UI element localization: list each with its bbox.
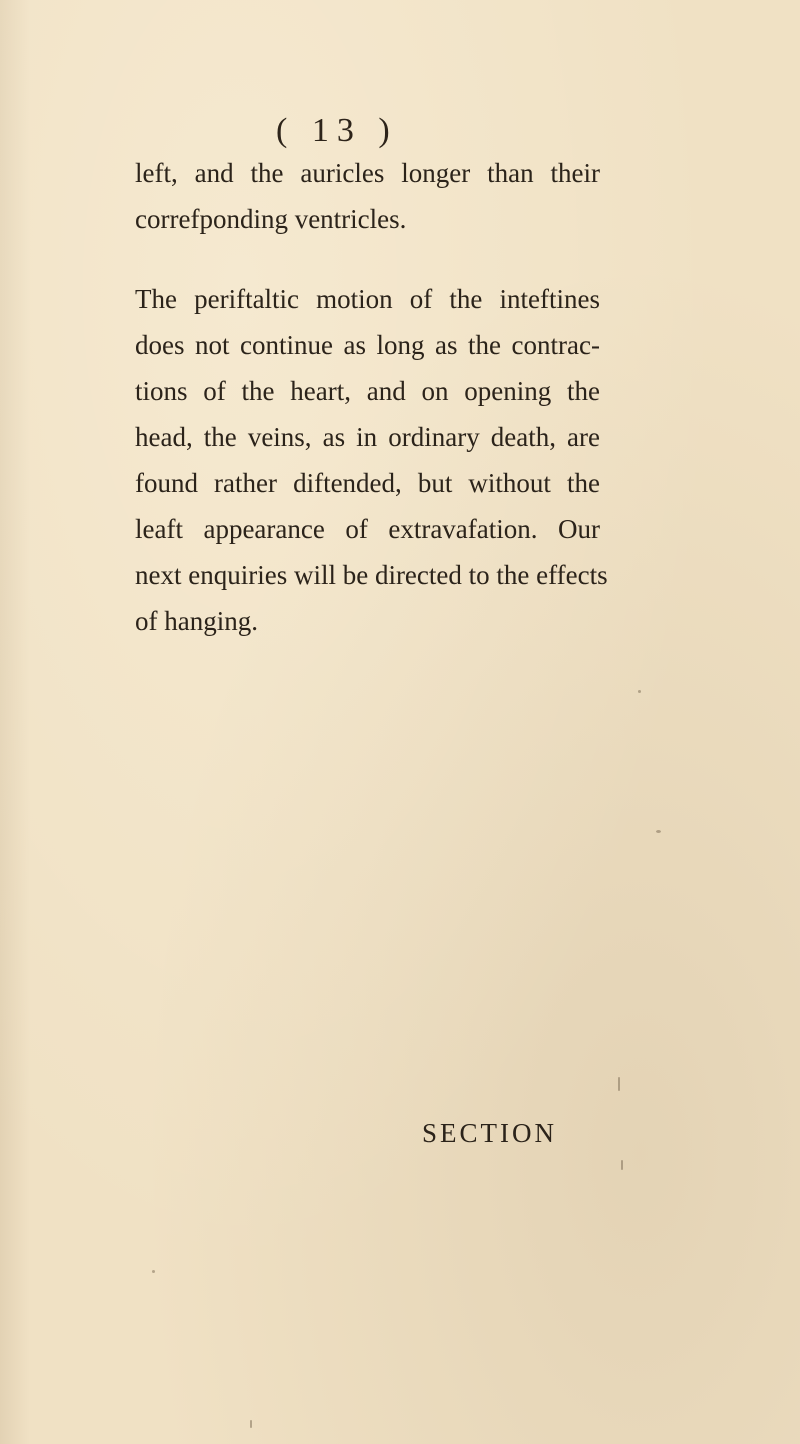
text-line: leaft appearance of extravafation. Our [135, 514, 600, 544]
paragraph-gap [135, 242, 600, 276]
text-line: found rather diftended, but without the [135, 468, 600, 498]
paper-speck [250, 1420, 252, 1428]
paragraph-2 [135, 276, 608, 644]
paragraph-1 [135, 150, 600, 242]
text-line: next enquiries will be directed to the effects [135, 560, 608, 590]
body-text [135, 150, 608, 644]
catchword: SECTION [422, 1118, 557, 1148]
text-line: head, the veins, as in ordinary death, are [135, 422, 600, 452]
paper-speck [618, 1077, 620, 1091]
paper-speck [656, 830, 661, 833]
page-number: ( 13 ) [276, 112, 398, 149]
text-line: tions of the heart, and on opening the [135, 376, 600, 406]
text-line: does not continue as long as the contrac- [135, 330, 600, 360]
text-line: of hanging. [135, 606, 258, 636]
text-line: left, and the auricles longer than their [135, 158, 600, 188]
paper-speck [638, 690, 641, 693]
text-line: The periftaltic motion of the inteftines [135, 284, 600, 314]
text-line: correfponding ventricles. [135, 204, 407, 234]
paper-speck [152, 1270, 155, 1273]
paper-speck [621, 1160, 623, 1170]
